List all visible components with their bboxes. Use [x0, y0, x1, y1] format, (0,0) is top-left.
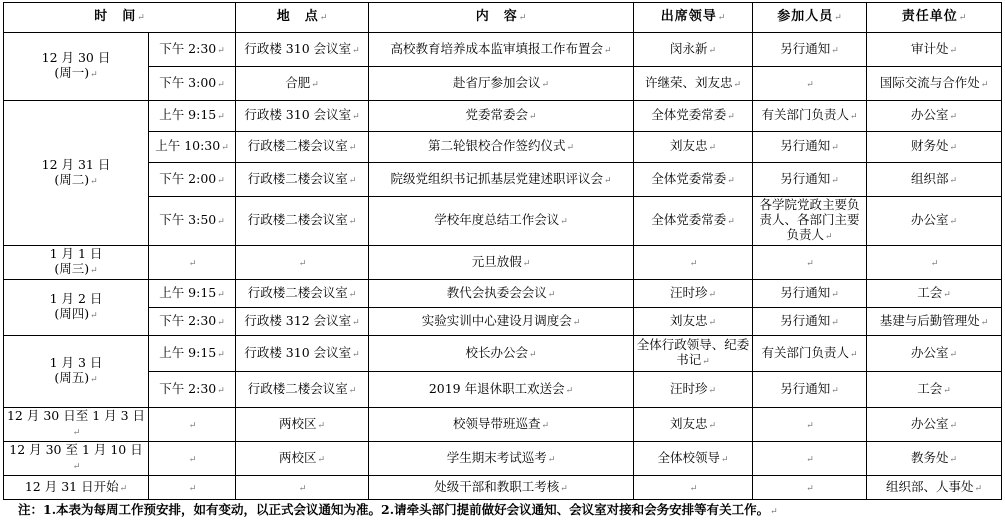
- place-cell: 两校区↵: [236, 408, 369, 442]
- place-cell: 行政楼二楼会议室↵: [236, 197, 369, 246]
- table-row: [4, 308, 1002, 336]
- header-content: 内 容↵: [369, 3, 634, 33]
- content-cell: 院级党组织书记抓基层党建述职评议会↵: [369, 163, 634, 197]
- time-cell: 下午 2:30↵: [149, 308, 236, 336]
- unit-cell: 办公室↵: [867, 408, 1002, 442]
- place-cell: 行政楼二楼会议室↵: [236, 372, 369, 408]
- unit-cell: 组织部↵: [867, 163, 1002, 197]
- participants-cell: 另行通知↵: [753, 280, 867, 308]
- table-row: [4, 33, 1002, 67]
- date-cell: 12 月 30 日 (周一)↵: [4, 33, 149, 101]
- content-cell: 第二轮银校合作签约仪式↵: [369, 132, 634, 163]
- place-cell: ↵: [236, 476, 369, 500]
- leader-cell: 刘友忠↵: [634, 132, 753, 163]
- header-participants: 参加人员↵: [753, 3, 867, 33]
- leader-cell: ↵: [634, 246, 753, 280]
- participants-cell: 另行通知↵: [753, 33, 867, 67]
- time-cell: ↵: [149, 246, 236, 280]
- unit-cell: 工会↵: [867, 372, 1002, 408]
- participants-cell: 另行通知↵: [753, 372, 867, 408]
- table-row: [4, 408, 1002, 442]
- time-cell: 上午 10:30↵: [149, 132, 236, 163]
- header-unit: 责任单位↵: [867, 3, 1002, 33]
- place-cell: 行政楼 312 会议室↵: [236, 308, 369, 336]
- participants-cell: ↵: [753, 442, 867, 476]
- content-cell: 元旦放假↵: [369, 246, 634, 280]
- header-place: 地 点↵: [236, 3, 369, 33]
- time-cell: 上午 9:15↵: [149, 101, 236, 132]
- table-row: [4, 280, 1002, 308]
- place-cell: 合肥↵: [236, 67, 369, 101]
- participants-cell: ↵: [753, 408, 867, 442]
- participants-cell: 有关部门负责人↵: [753, 336, 867, 372]
- time-cell: 下午 3:50↵: [149, 197, 236, 246]
- header-row: [4, 3, 1002, 33]
- table-row: [4, 372, 1002, 408]
- date-range-cell: 12 月 30 日至 1 月 3 日↵: [4, 408, 149, 442]
- time-cell: 上午 9:15↵: [149, 336, 236, 372]
- content-cell: 处级干部和教职工考核↵: [369, 476, 634, 500]
- content-cell: 校长办公会↵: [369, 336, 634, 372]
- leader-cell: 全体校领导↵: [634, 442, 753, 476]
- leader-cell: 许继荣、刘友忠↵: [634, 67, 753, 101]
- participants-cell: 另行通知↵: [753, 132, 867, 163]
- content-cell: 教代会执委会会议↵: [369, 280, 634, 308]
- content-cell: 学校年度总结工作会议↵: [369, 197, 634, 246]
- time-cell: 下午 2:30↵: [149, 33, 236, 67]
- content-cell: 校领导带班巡查↵: [369, 408, 634, 442]
- footnote: 注：1.本表为每周工作预安排，如有变动，以正式会议通知为准。2.请牵头部门提前做好会议通知、会议室对接和会务安排等有关工作。↵: [18, 502, 778, 517]
- unit-cell: 财务处↵: [867, 132, 1002, 163]
- participants-cell: ↵: [753, 67, 867, 101]
- header-time: 时 间↵: [4, 3, 236, 33]
- date-cell: 12 月 31 日 (周二)↵: [4, 101, 149, 246]
- time-cell: 下午 2:00↵: [149, 163, 236, 197]
- content-cell: 学生期末考试巡考↵: [369, 442, 634, 476]
- place-cell: ↵: [236, 246, 369, 280]
- unit-cell: ↵: [867, 246, 1002, 280]
- unit-cell: 基建与后勤管理处↵: [867, 308, 1002, 336]
- leader-cell: 全体党委常委↵: [634, 101, 753, 132]
- place-cell: 两校区↵: [236, 442, 369, 476]
- unit-cell: 组织部、人事处↵: [867, 476, 1002, 500]
- leader-cell: 闵永新↵: [634, 33, 753, 67]
- date-cell: 1 月 3 日 (周五)↵: [4, 336, 149, 408]
- place-cell: 行政楼 310 会议室↵: [236, 336, 369, 372]
- table-row: [4, 197, 1002, 246]
- place-cell: 行政楼 310 会议室↵: [236, 101, 369, 132]
- participants-cell: 各学院党政主要负责人、各部门主要负责人↵: [753, 197, 867, 246]
- content-cell: 赴省厅参加会议↵: [369, 67, 634, 101]
- participants-cell: ↵: [753, 246, 867, 280]
- leader-cell: 刘友忠↵: [634, 308, 753, 336]
- leader-cell: 全体党委常委↵: [634, 197, 753, 246]
- date-cell: 1 月 1 日 (周三)↵: [4, 246, 149, 280]
- place-cell: 行政楼二楼会议室↵: [236, 132, 369, 163]
- time-cell: ↵: [149, 476, 236, 500]
- time-cell: 下午 2:30↵: [149, 372, 236, 408]
- date-cell: 1 月 2 日 (周四)↵: [4, 280, 149, 336]
- participants-cell: 另行通知↵: [753, 308, 867, 336]
- table-row: [4, 246, 1002, 280]
- place-cell: 行政楼 310 会议室↵: [236, 33, 369, 67]
- table-row: [4, 336, 1002, 372]
- unit-cell: 工会↵: [867, 280, 1002, 308]
- table-row: [4, 132, 1002, 163]
- time-cell: ↵: [149, 442, 236, 476]
- date-range-cell: 12 月 30 至 1 月 10 日↵: [4, 442, 149, 476]
- participants-cell: 另行通知↵: [753, 163, 867, 197]
- place-cell: 行政楼二楼会议室↵: [236, 163, 369, 197]
- unit-cell: 办公室↵: [867, 197, 1002, 246]
- participants-cell: 有关部门负责人↵: [753, 101, 867, 132]
- table-row: [4, 476, 1002, 500]
- place-cell: 行政楼二楼会议室↵: [236, 280, 369, 308]
- content-cell: 党委常委会↵: [369, 101, 634, 132]
- unit-cell: 教务处↵: [867, 442, 1002, 476]
- unit-cell: 国际交流与合作处↵: [867, 67, 1002, 101]
- header-leader: 出席领导↵: [634, 3, 753, 33]
- content-cell: 高校教育培养成本监审填报工作布置会↵: [369, 33, 634, 67]
- table-row: [4, 163, 1002, 197]
- date-range-cell: 12 月 31 日开始↵: [4, 476, 149, 500]
- unit-cell: 办公室↵: [867, 101, 1002, 132]
- leader-cell: 全体行政领导、纪委书记↵: [634, 336, 753, 372]
- unit-cell: 办公室↵: [867, 336, 1002, 372]
- content-cell: 实验实训中心建设月调度会↵: [369, 308, 634, 336]
- table-row: [4, 67, 1002, 101]
- time-cell: 上午 9:15↵: [149, 280, 236, 308]
- content-cell: 2019 年退休职工欢送会↵: [369, 372, 634, 408]
- table-row: [4, 442, 1002, 476]
- leader-cell: 汪时珍↵: [634, 280, 753, 308]
- leader-cell: ↵: [634, 476, 753, 500]
- participants-cell: ↵: [753, 476, 867, 500]
- leader-cell: 全体党委常委↵: [634, 163, 753, 197]
- table-row: [4, 101, 1002, 132]
- leader-cell: 汪时珍↵: [634, 372, 753, 408]
- leader-cell: 刘友忠↵: [634, 408, 753, 442]
- time-cell: 下午 3:00↵: [149, 67, 236, 101]
- unit-cell: 审计处↵: [867, 33, 1002, 67]
- time-cell: ↵: [149, 408, 236, 442]
- schedule-table: [3, 2, 1002, 500]
